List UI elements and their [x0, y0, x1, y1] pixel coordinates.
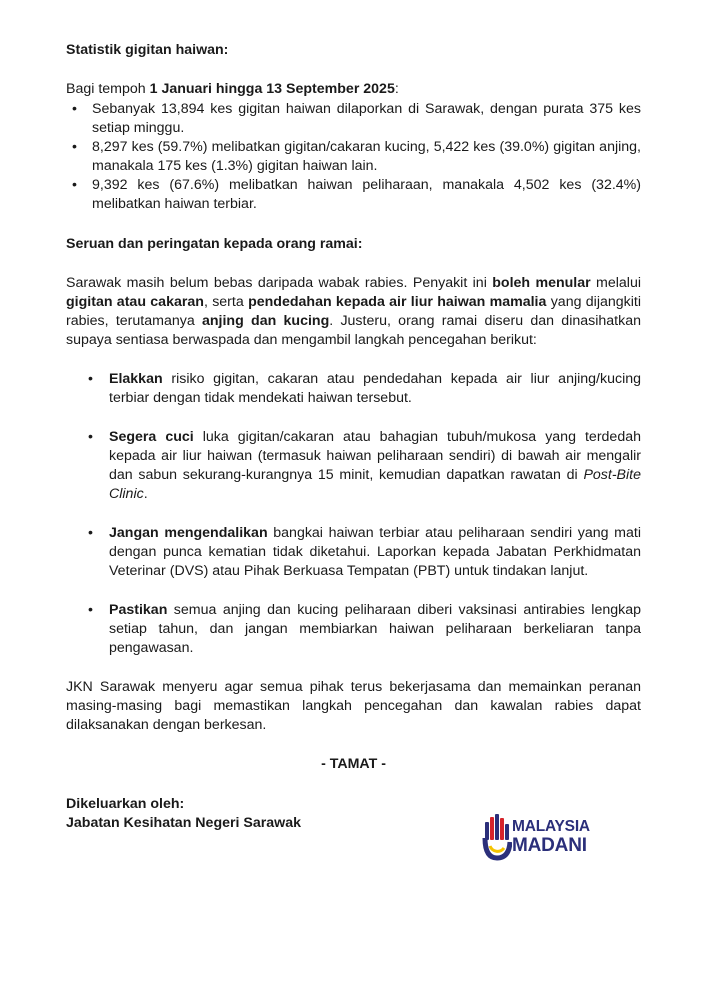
appeal-text: melalui — [590, 275, 642, 291]
advice-keyword: Jangan mengendalikan — [109, 525, 268, 541]
closing-paragraph: JKN Sarawak menyeru agar semua pihak terus bekerjasama dan memainkan peranan masing-masing bagi memastikan langkah pencegahan dan kawalan rabies dapat dilaksanakan dengan berkesan. — [66, 679, 641, 733]
advice-text: luka gigitan/cakaran atau bahagian tubuh/mukosa yang terdedah kepada air liur haiwan (termasuk haiwan peliharaan sendiri) di bawah air mengalir dan sabun sekurang-kurangnya 15 minit, kemudian dapatkan rawatan di — [109, 429, 641, 483]
document-body — [66, 36, 641, 833]
period-suffix: : — [394, 81, 399, 97]
advice-text: . — [143, 486, 148, 502]
malaysia-madani-logo — [482, 812, 602, 862]
stats-list — [66, 100, 641, 214]
period-dates: 1 Januari hingga 13 September 2025 — [149, 81, 395, 97]
advice-text: bangkai haiwan terbiar atau peliharaan sendiri yang mati dengan punca kematian tidak diketahui. Laporkan kepada Jabatan Perkhidmatan Veterinar (DVS) atau Pihak Berkuasa Tempatan (PBT) untuk tindakan lanjut. — [109, 525, 641, 579]
appeal-text: yang dijangkiti rabies, terutamanya — [66, 294, 641, 329]
advice-item — [66, 524, 641, 581]
stats-item: • Sebanyak 13,894 kes gigitan haiwan dilaporkan di Sarawak, dengan purata 375 kes setiap minggu. — [66, 100, 641, 138]
appeal-emphasis: gigitan atau cakaran — [66, 294, 204, 310]
advice-italic: Post-Bite Clinic — [109, 467, 641, 502]
stats-item: • 9,392 kes (67.6%) melibatkan haiwan peliharaan, manakala 4,502 kes (32.4%) melibatkan haiwan terbiar. — [66, 176, 641, 214]
period-prefix: Bagi tempoh — [66, 81, 150, 97]
advice-keyword: Pastikan — [109, 602, 168, 618]
advice-list — [66, 370, 641, 658]
appeal-text: Sarawak masih belum bebas daripada wabak rabies. Penyakit ini — [66, 275, 493, 291]
appeal-emphasis: boleh menular — [492, 275, 591, 291]
advice-item — [66, 428, 641, 504]
advice-text: semua anjing dan kucing peliharaan diberi vaksinasi antirabies lengkap setiap tahun, dan jangan membiarkan haiwan peliharaan berkeliaran tanpa pengawasan. — [109, 602, 641, 656]
advice-keyword: Elakkan — [109, 371, 163, 387]
issuer-name: Jabatan Kesihatan Negeri Sarawak — [66, 815, 301, 831]
advice-item — [66, 601, 641, 658]
appeal-emphasis: pendedahan kepada air liur haiwan mamalia — [248, 294, 547, 310]
appeal-paragraph — [66, 274, 641, 350]
appeal-text: , serta — [203, 294, 249, 310]
logo-wordmark — [512, 818, 590, 856]
malaysia-madani-emblem-icon — [482, 812, 512, 862]
advice-item — [66, 370, 641, 408]
appeal-emphasis: anjing dan kucing — [201, 313, 330, 329]
advice-keyword: Segera cuci — [109, 429, 194, 445]
stats-heading: Statistik gigitan haiwan: — [66, 42, 229, 58]
appeal-heading: Seruan dan peringatan kepada orang ramai: — [66, 236, 363, 252]
stats-period — [66, 80, 641, 99]
logo-line-1: MALAYSIA — [512, 818, 590, 835]
advice-text: risiko gigitan, cakaran atau pendedahan kepada air liur anjing/kucing terbiar dengan tidak mendekati haiwan tersebut. — [109, 371, 641, 406]
logo-line-2: MADANI — [512, 835, 587, 856]
appeal-text: . Justeru, orang ramai diseru dan dinasihatkan supaya sentiasa berwaspada dan mengambil langkah pencegahan berikut: — [66, 313, 641, 348]
end-mark: - TAMAT - — [321, 756, 386, 772]
issuer-label: Dikeluarkan oleh: — [66, 796, 185, 812]
stats-item: • 8,297 kes (59.7%) melibatkan gigitan/cakaran kucing, 5,422 kes (39.0%) gigitan anjing, manakala 175 kes (1.3%) gigitan haiwan lain. — [66, 138, 641, 176]
